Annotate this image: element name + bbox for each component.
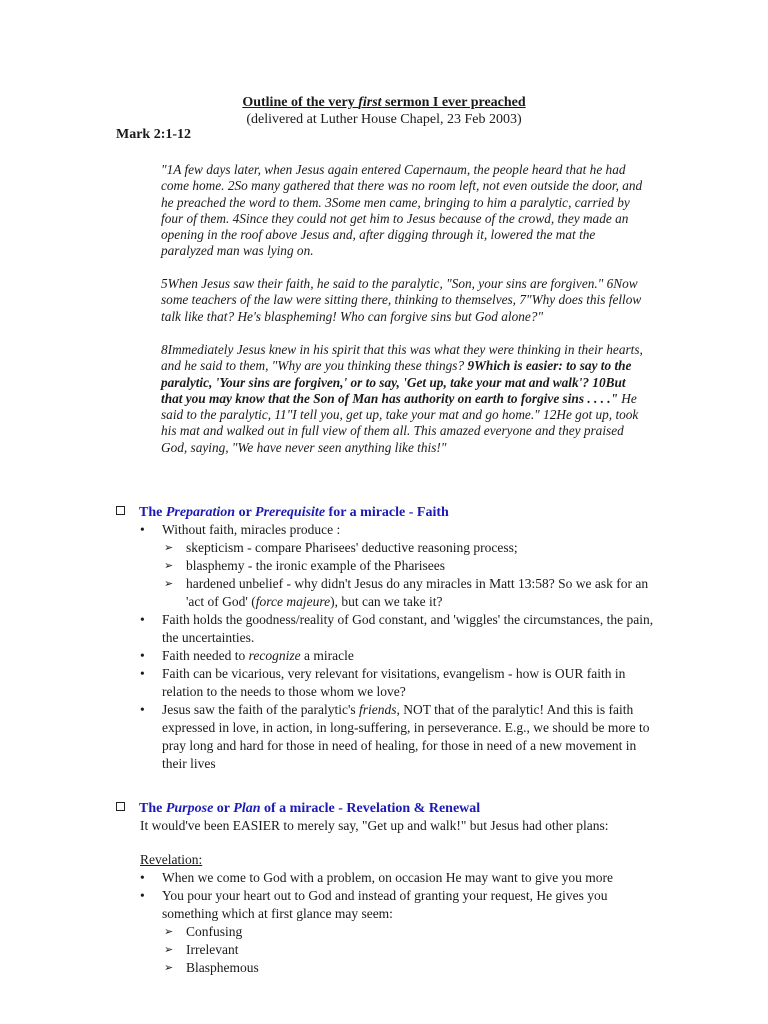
list-item-italic: recognize [248, 648, 301, 663]
sub-list-item [116, 575, 656, 611]
list-item-text: You pour your heart out to God and instead of granting your request, He gives you something which at first glance may seem: [162, 888, 608, 921]
list-item-italic: friends [359, 702, 397, 717]
heading-word: of a miracle - Revelation & Renewal [260, 801, 481, 816]
section-faith [116, 504, 656, 773]
quote-bold-text: 9Which is easier: to say to the paralytic, 'Your sins are forgiven,' or to say, 'Get up, take your mat and walk'? 10But that you may know that the Son of Man has authority on earth to forgive sins . . . ." [161, 358, 632, 406]
sub-item-text-end: ), but can we take it? [330, 594, 443, 609]
checkbox-bullet-icon [116, 802, 125, 811]
sub-item-italic: force majeure [255, 594, 331, 609]
quote-text-end: He said to the paralytic, 11"I tell you, get up, take your mat and go home." 12He got up, took his mat and walked out in full view of them all. This amazed everyone and they praised God, saying, "We have never seen anything like this!" [161, 390, 639, 455]
quote-paragraph-2: 5When Jesus saw their faith, he said to the paralytic, "Son, your sins are forgiven." 6Now some teachers of the law were sitting there, thinking to themselves, 7"Why does this fellow talk like that? He's blaspheming! Who can forgive sins but God alone?" [161, 276, 642, 324]
list-item: • When we come to God with a problem, on occasion He may want to give you more [116, 869, 656, 887]
list-item [116, 887, 656, 977]
sub-list-item: ➢ Blasphemous [116, 959, 656, 977]
title-subtitle: (delivered at Luther House Chapel, 23 Feb 2003) [246, 112, 522, 127]
sub-list-item: ➢ skepticism - compare Pharisees' deductive reasoning process; [116, 539, 656, 557]
revelation-bullet-list [116, 869, 656, 977]
heading-italic: Plan [233, 801, 261, 816]
document-title [0, 94, 768, 128]
list-item-text: Jesus saw the faith of the paralytic's [162, 702, 360, 717]
list-item-text-end: a miracle [300, 648, 354, 663]
list-item-text: Faith needed to [162, 648, 249, 663]
section-heading-purpose [116, 800, 656, 817]
list-item: • Faith holds the goodness/reality of God constant, and 'wiggles' the circumstances, the pain, the uncertainties. [116, 611, 656, 647]
purpose-intro: It would've been EASIER to merely say, "Get up and walk!" but Jesus had other plans: [140, 818, 609, 833]
title-line [0, 94, 768, 111]
quote-paragraph-1: "1A few days later, when Jesus again entered Capernaum, the people heard that he had come home. 2So many gathered that there was no room left, not even outside the door, and he preached the word to them. 3Some men came, bringing to him a paralytic, carried by four of them. 4Since they could not get him to Jesus because of the crowd, they made an opening in the roof above Jesus and, after digging through it, lowered the mat the paralyzed man was lying on. [161, 162, 643, 259]
heading-italic: Prerequisite [255, 505, 326, 520]
list-item [116, 701, 656, 773]
section-purpose [116, 800, 656, 977]
title-text: Outline of the very [242, 95, 359, 110]
faith-sub-list [116, 539, 656, 611]
quote-paragraph-3 [161, 342, 647, 456]
heading-word: The [139, 505, 166, 520]
heading-word: The [139, 801, 166, 816]
list-item [116, 521, 656, 611]
sub-list-item: ➢ blasphemy - the ironic example of the Pharisees [116, 557, 656, 575]
list-item-text-end: , NOT that of the paralytic! And this is faith expressed in love, in action, in long-suffering, in perseverance. E.g., we should be more to pray long and hard for those in need of healing, for those in need of a new movement in their lives [162, 702, 650, 771]
heading-italic: Purpose [165, 801, 214, 816]
list-item-text: Without faith, miracles produce : [162, 522, 341, 537]
heading-italic: Preparation [165, 505, 236, 520]
scripture-reference: Mark 2:1-12 [116, 127, 192, 142]
sub-list-item: ➢ Confusing [116, 923, 656, 941]
faith-bullet-list [116, 521, 656, 773]
list-item [116, 647, 656, 665]
quote-text: 8Immediately Jesus knew in his spirit that this was what they were thinking in their hearts, and he said to them, "Why are you thinking these things? [161, 342, 643, 374]
heading-word: for a miracle - Faith [325, 505, 449, 520]
revelation-sub-list [116, 923, 656, 977]
list-item: • Faith can be vicarious, very relevant for visitations, evangelism - how is OUR faith in relation to the needs to those whom we love? [116, 665, 656, 701]
title-text-end: sermon I ever preached [381, 95, 526, 110]
sub-item-text: hardened unbelief - why didn't Jesus do any miracles in Matt 13:58? So we ask for an 'act of God' ( [186, 576, 649, 609]
checkbox-bullet-icon [116, 506, 125, 515]
sub-list-item: ➢ Irrelevant [116, 941, 656, 959]
title-emphasis: first [358, 95, 382, 110]
heading-word: or [213, 801, 234, 816]
revelation-label: Revelation: [140, 852, 203, 867]
section-heading-faith [116, 504, 656, 521]
heading-word: or [235, 505, 256, 520]
